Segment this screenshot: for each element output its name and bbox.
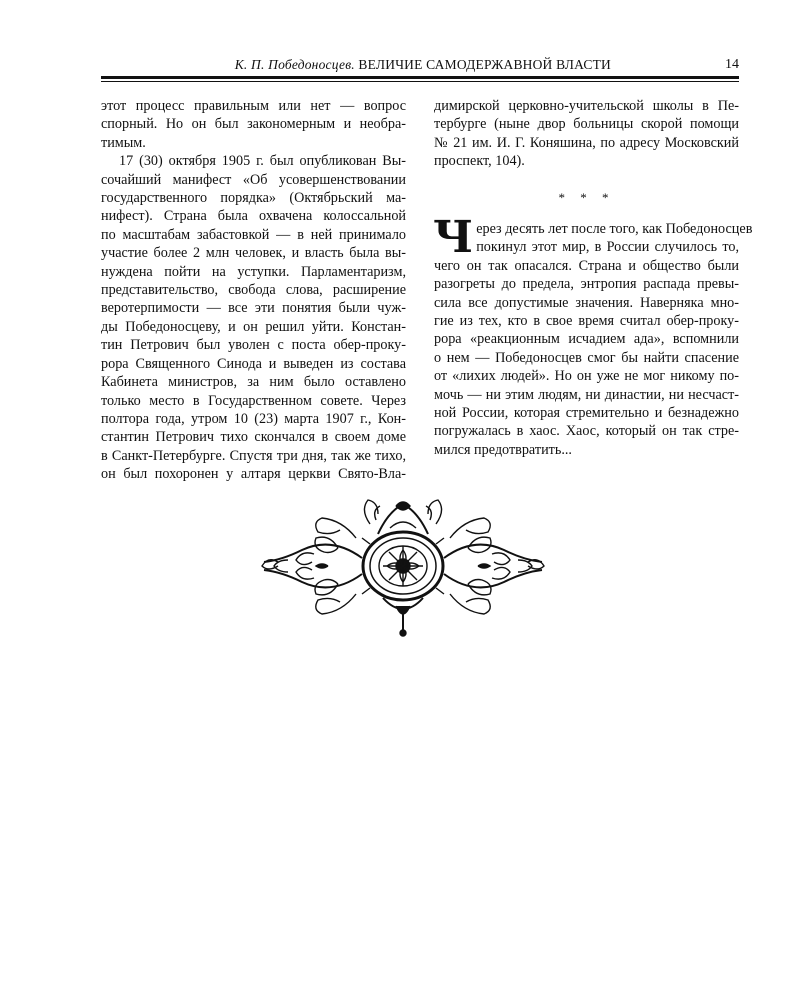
header-title bbox=[235, 57, 611, 73]
running-header bbox=[101, 55, 739, 75]
section-separator: * * * bbox=[558, 190, 615, 205]
text-line: сочайший манифест «Об усовершенствовании bbox=[101, 171, 406, 188]
header-rule-thin bbox=[101, 81, 739, 82]
left-column bbox=[101, 97, 406, 484]
text-line: представительство, свобода слова, расширение bbox=[101, 282, 406, 299]
header-author: К. П. Победоносцев. bbox=[234, 57, 355, 72]
header-rule-thick bbox=[101, 76, 739, 79]
text-line: № 21 им. И. Г. Коняшина, по адресу Московский bbox=[434, 134, 739, 151]
text-line: ерез десять лет после того, как Победоносцев bbox=[476, 221, 753, 237]
text-line: мочь — ни этим людям, ни династии, ни несчаст- bbox=[434, 386, 739, 403]
text-line: тин Петрович был уволен с поста обер-проку- bbox=[101, 337, 406, 354]
text-line: проспект, 104). bbox=[434, 153, 525, 170]
right-column bbox=[434, 97, 739, 171]
text-line: от «лихих людей». Но он уже не мог никому по- bbox=[434, 368, 739, 385]
text-line: нифест). Страна была охвачена колоссальной bbox=[101, 208, 406, 225]
text-line: мился предотвратить... bbox=[434, 441, 572, 458]
text-line: он был похоронен у алтаря церкви Свято-Вла- bbox=[101, 466, 406, 483]
text-line: участие более 2 млн человек, и власть была вы- bbox=[101, 245, 406, 262]
text-line: только место в Государственном совете. Через bbox=[101, 392, 406, 409]
drop-cap: Ч bbox=[433, 212, 474, 263]
text-line: разогреты до предела, энтропия распада превы- bbox=[434, 276, 739, 293]
text-line: сила все допустимые значения. Наверняка мно- bbox=[434, 294, 739, 311]
drop-cap-paragraph bbox=[433, 212, 753, 459]
text-line: о нем — Победоносцев смог бы найти спасение bbox=[434, 349, 739, 366]
text-line: стантин Петрович тихо скончался в своем доме bbox=[101, 429, 406, 446]
text-line: гие из тех, кто в свое время считал обер-проку- bbox=[434, 313, 739, 330]
text-line: в Санкт-Петербурге. Спустя три дня, так же тихо, bbox=[101, 447, 406, 464]
text-line: тимым. bbox=[101, 134, 146, 151]
page-number: 14 bbox=[725, 57, 739, 72]
text-line: ной России, которая стремительно и безнадежно bbox=[434, 405, 739, 422]
text-line: ды Победоносцеву, и он решил уйти. Констан- bbox=[101, 318, 406, 335]
text-line: нуждена пойти на уступки. Парламентаризм, bbox=[101, 263, 406, 280]
text-line: 17 (30) октября 1905 г. был опубликован Вы- bbox=[119, 153, 406, 170]
text-line: Кабинета министров, за ним было оставлено bbox=[101, 374, 406, 391]
text-line: рора Священного Синода и выведен из состава bbox=[101, 355, 406, 372]
text-line: веротерпимости — все эти понятия были чуж- bbox=[101, 300, 406, 317]
text-line: рора «реакционным исчадием ада», вспомнили bbox=[434, 331, 739, 348]
text-line: по масштабам забастовкой — в ней принимало bbox=[101, 226, 406, 243]
text-line: погружалась в хаос. Хаос, который он так стре- bbox=[434, 423, 739, 440]
text-line: спорный. Но он был закономерным и необра- bbox=[101, 116, 406, 133]
text-line: этот процесс правильным или нет — вопрос bbox=[101, 98, 406, 114]
text-line: чего он так опасался. Страна и общество были bbox=[434, 257, 739, 274]
text-line: тербурге (ныне двор больницы скорой помощи bbox=[434, 116, 739, 133]
text-line: полтора года, утром 10 (23) марта 1907 г., Кон- bbox=[101, 410, 406, 427]
text-line: димирской церковно-учительской школы в Пе- bbox=[434, 98, 739, 114]
text-line: государственного порядка» (Октябрьский ма- bbox=[101, 190, 406, 207]
text-line: покинул этот мир, в России случилось то, bbox=[476, 239, 739, 256]
header-book-title: ВЕЛИЧИЕ САМОДЕРЖАВНОЙ ВЛАСТИ bbox=[358, 57, 611, 72]
baroque-rosette-vignette-icon bbox=[258, 488, 548, 638]
